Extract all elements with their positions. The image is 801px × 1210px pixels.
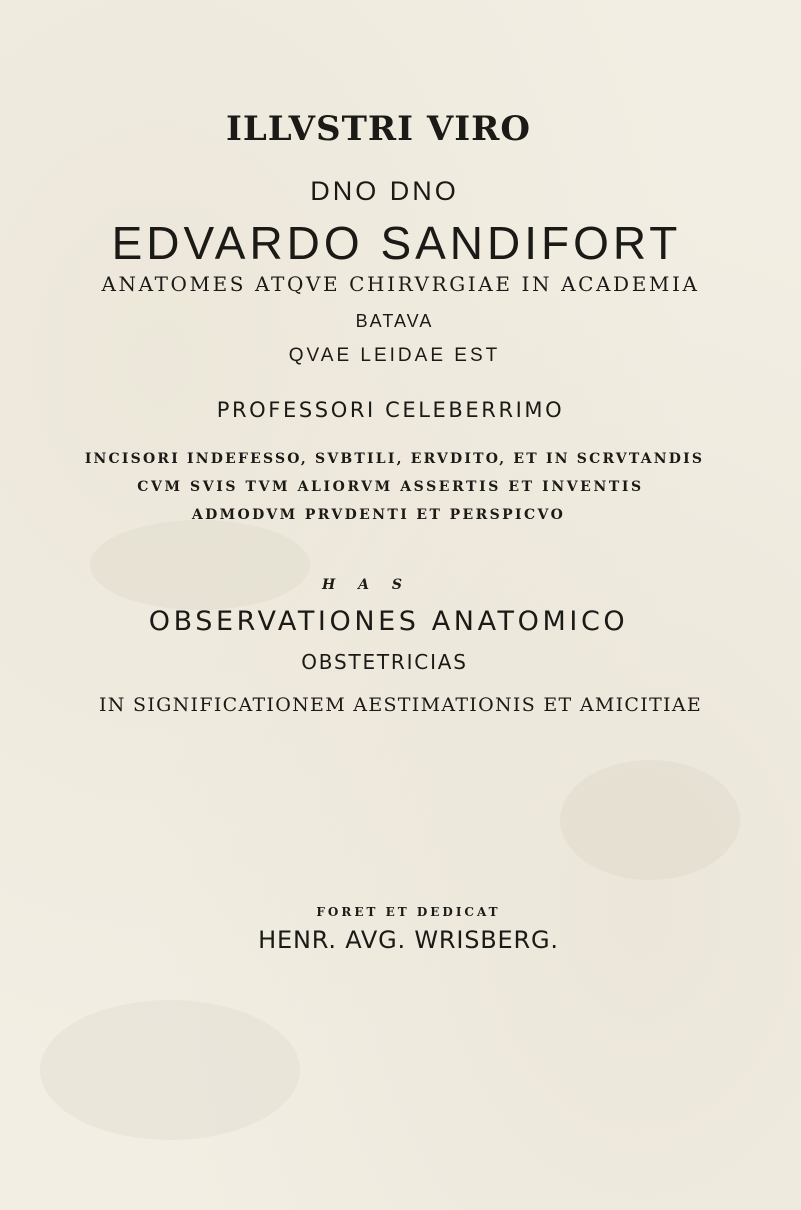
dedication-line-significationem: IN SIGNIFICATIONEM AESTIMATIONIS ET AMICITIAE <box>98 694 703 716</box>
dedication-line-professori: PROFESSORI CELEBERRIMO <box>216 398 565 422</box>
dedication-line-incisori: INCISORI INDEFESSO, SVBTILI, ERVDITO, ET IN SCRVTANDIS <box>84 451 705 467</box>
dedication-work-subtitle: OBSTETRICIAS <box>301 650 468 674</box>
dedication-line-qvae-leidae: QVAE LEIDAE EST <box>288 345 501 366</box>
dedication-recipient-name: EDVARDO SANDIFORT <box>111 217 682 269</box>
paper-stain <box>90 520 310 610</box>
dedication-author-name: HENR. AVG. WRISBERG. <box>258 926 559 954</box>
paper-stain <box>40 1000 300 1140</box>
dedication-line-illustri-viro: ILLVSTRI VIRO <box>225 109 532 149</box>
dedication-line-anatomes: ANATOMES ATQVE CHIRVRGIAE IN ACADEMIA <box>101 272 700 296</box>
paper-stain <box>560 760 740 880</box>
dedication-line-has: H A S <box>322 577 411 593</box>
dedication-line-batava: BATAVA <box>355 311 434 331</box>
dedication-work-title: OBSERVATIONES ANATOMICO <box>148 606 629 637</box>
dedication-line-admodvm: ADMODVM PRVDENTI ET PERSPICVO <box>191 507 566 523</box>
dedication-line-dno-dno: DNO DNO <box>310 176 459 206</box>
dedication-line-cvm-svis: CVM SVIS TVM ALIORVM ASSERTIS ET INVENTIS <box>137 479 644 495</box>
dedication-line-foret-et-dedicat: FORET ET DEDICAT <box>316 905 501 919</box>
